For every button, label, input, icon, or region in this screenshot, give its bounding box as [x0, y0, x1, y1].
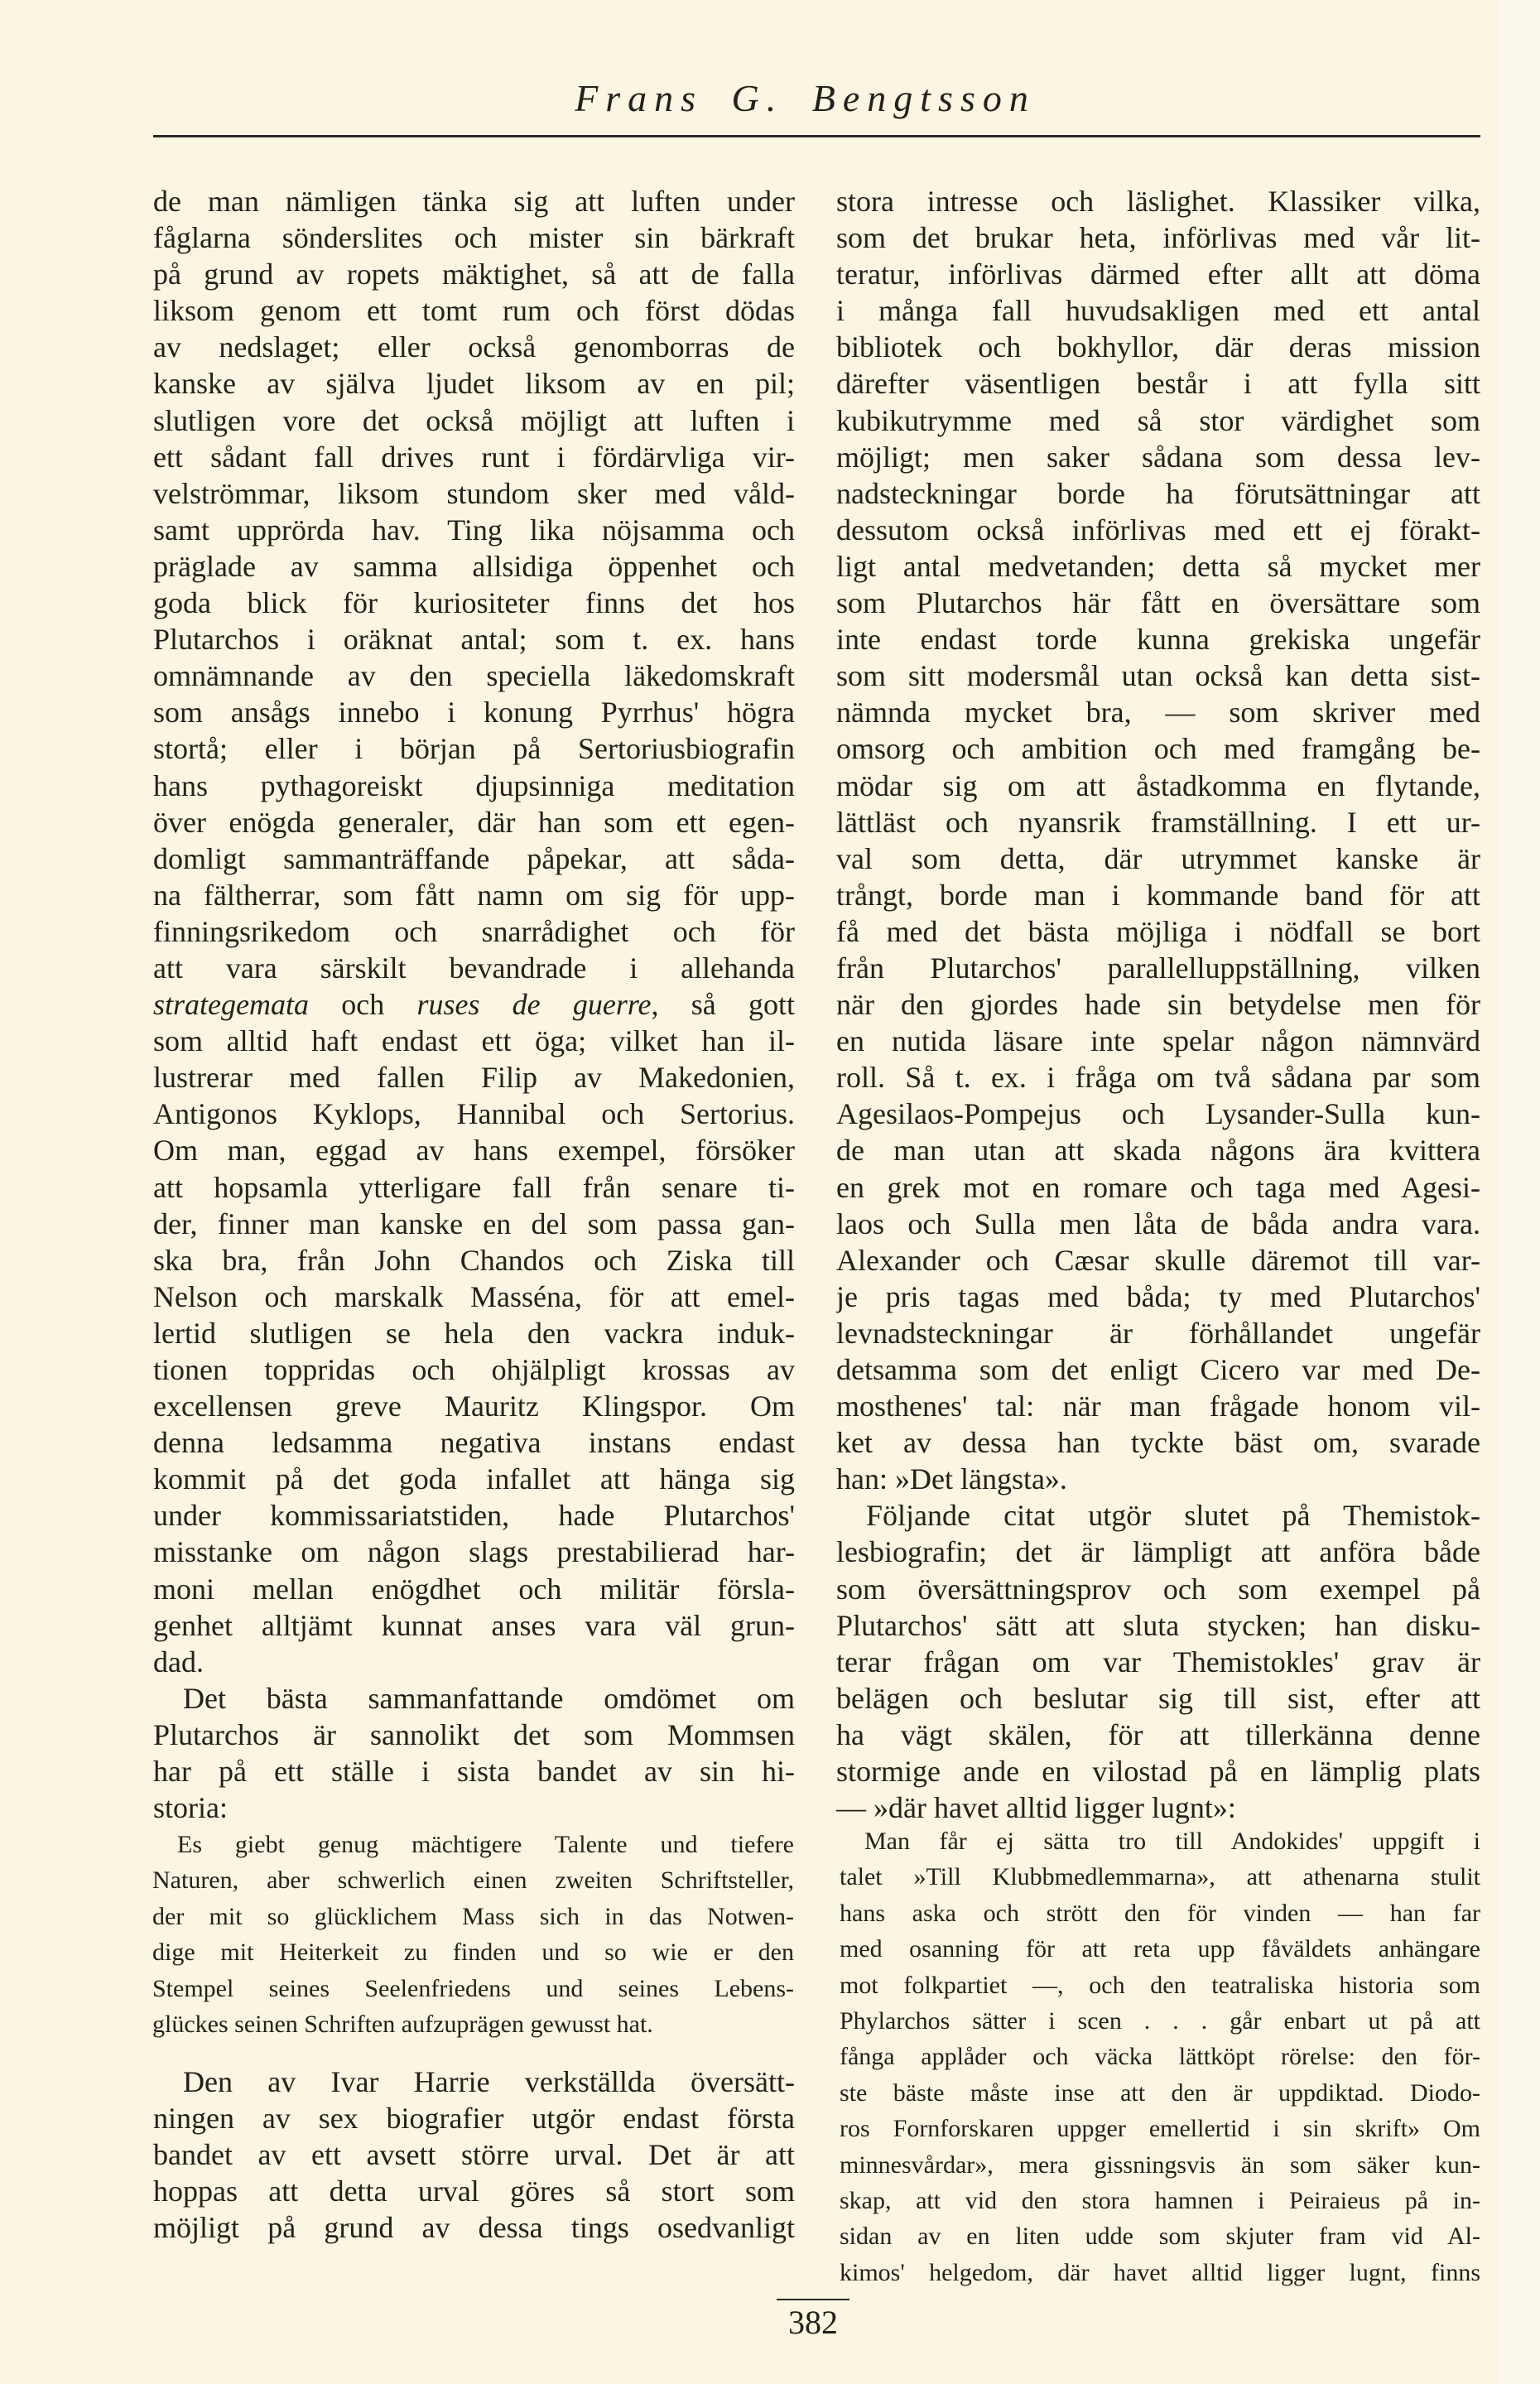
- text-line: Man får ej sätta tro till Andokides' uppgift i: [864, 1828, 1480, 1855]
- themistokles-quote: [840, 1823, 1480, 2290]
- text-line: lertid slutligen se hela den vackra induk-: [153, 1316, 795, 1350]
- text-segment: och: [308, 988, 417, 1022]
- text-line: goda blick för kuriositeter finns det hos: [153, 586, 795, 620]
- text-line: storia:: [153, 1791, 228, 1825]
- text-line: som ansågs innebo i konung Pyrrhus' högra: [153, 696, 795, 730]
- text-line: hans pythagoreiskt djupsinniga meditation: [153, 768, 795, 802]
- text-line: nämnda mycket bra, — som skriver med: [836, 696, 1480, 730]
- text-line: excellensen greve Mauritz Klingspor. Om: [153, 1389, 795, 1423]
- running-head: Frans G. Bengtsson: [575, 77, 1036, 119]
- text-line: stormige ande en vilostad på en lämplig plats: [836, 1755, 1480, 1789]
- left-column-body: [153, 183, 795, 1826]
- text-line: fånga applåder och väcka lättköpt rörelse: den för-: [840, 2043, 1480, 2071]
- text-line: Phylarchos sätter i scen . . . går enbart ut på att: [840, 2006, 1480, 2035]
- text-line: mosthenes' tal: när man frågade honom vil-: [836, 1389, 1480, 1423]
- text-line: [153, 986, 795, 1023]
- text-line: laos och Sulla men låta de båda andra vara.: [836, 1206, 1480, 1240]
- text-line: möjligt på grund av dessa tings osedvanligt: [153, 2211, 795, 2245]
- text-line: lesbiografin; det är lämpligt att anföra både: [836, 1535, 1480, 1569]
- text-line: präglade av samma allsidiga öppenhet och: [153, 549, 795, 583]
- text-line: som sitt modersmål utan också kan detta sist-: [836, 659, 1480, 693]
- text-line: dad.: [153, 1645, 204, 1678]
- text-line: lättläst och nyansrik framställning. I ett ur-: [836, 805, 1480, 839]
- text-line: en nutida läsare inte spelar någon nämnvärd: [836, 1024, 1480, 1058]
- text-line: misstanke om någon slags prestabilierad har-: [153, 1535, 795, 1569]
- text-line: omsorg och ambition och med framgång be-: [836, 732, 1480, 766]
- text-line: Plutarchos är sannolikt det som Mommsen: [153, 1717, 795, 1751]
- text-line: Den av Ivar Harrie verkställda översätt-: [183, 2065, 795, 2098]
- text-line: få med det bästa möjliga i nödfall se bort: [836, 914, 1480, 948]
- text-line: ligt antal medvetanden; detta så mycket mer: [836, 549, 1480, 583]
- text-line: Plutarchos i oräknat antal; som t. ex. hans: [153, 623, 795, 657]
- text-line: Antigonos Kyklops, Hannibal och Sertorius.: [153, 1097, 795, 1131]
- text-line: minnesvårdar», mera gissningsvis än som säker kun-: [840, 2150, 1480, 2179]
- mommsen-quote: [152, 1827, 794, 2042]
- text-line: der mit so glücklichem Mass sich in das Notwen-: [152, 1902, 794, 1930]
- text-line: stortå; eller i början på Sertoriusbiografin: [153, 732, 795, 766]
- text-line: ningen av sex biografier utgör endast första: [153, 2102, 795, 2136]
- text-line: att hopsamla ytterligare fall från senare ti-: [153, 1170, 795, 1204]
- text-line: nadsteckningar borde ha förutsättningar att: [836, 476, 1480, 510]
- text-line: ket av dessa han tyckte bäst om, svarade: [836, 1426, 1480, 1460]
- text-line: sidan av en liten udde som skjuter fram vid Al-: [840, 2223, 1480, 2251]
- text-line: som alltid haft endast ett öga; vilket han il-: [153, 1024, 795, 1058]
- text-line: terar frågan om var Themistokles' grav är: [836, 1645, 1480, 1678]
- text-line: levnadsteckningar är förhållandet ungefär: [836, 1316, 1480, 1350]
- text-line: Stempel seines Seelenfriedens und seines Lebens-: [152, 1974, 794, 2002]
- text-line: med osanning för att reta upp fåväldets anhängare: [840, 1935, 1480, 1963]
- text-line: Det bästa sammanfattande omdömet om: [183, 1681, 795, 1715]
- text-line: mödar sig om att åstadkomma en flytande,: [836, 768, 1480, 802]
- text-line: roll. Så t. ex. i fråga om två sådana par som: [836, 1061, 1480, 1095]
- text-line: möjligt; men saker sådana som dessa lev-: [836, 440, 1480, 474]
- text-line: stora intresse och läslighet. Klassiker vilka,: [836, 185, 1480, 218]
- text-line: fåglarna sönderslites och mister sin bärkraft: [153, 221, 795, 255]
- page-number: 382: [788, 2304, 838, 2341]
- text-line: ros Fornforskaren uppger emellertid i sin skrift» Om: [840, 2115, 1480, 2143]
- text-line: från Plutarchos' parallelluppställning, vilken: [836, 951, 1480, 985]
- text-line: omnämnande av den speciella läkedomskraft: [153, 659, 795, 693]
- text-line: som det brukar heta, införlivas med vår lit-: [836, 221, 1480, 255]
- text-line: när den gjordes hade sin betydelse men för: [836, 988, 1480, 1022]
- text-line: av nedslaget; eller också genomborras de: [153, 330, 795, 364]
- text-line: denna ledsamma negativa instans endast: [153, 1426, 795, 1460]
- text-segment: , så gott: [651, 988, 795, 1022]
- text-line: detsamma som det enligt Cicero var med De-: [836, 1353, 1480, 1386]
- text-line: Om man, eggad av hans exempel, försöker: [153, 1134, 795, 1168]
- text-line: hans aska och strött den för vinden — han far: [840, 1899, 1480, 1927]
- text-line: att vara särskilt bevandrade i allehanda: [153, 951, 795, 985]
- text-line: moni mellan enögdhet och militär förslа-: [153, 1572, 795, 1606]
- text-line: dige mit Heiterkeit zu finden und so wie er den: [152, 1939, 794, 1967]
- page-edge: [1500, 0, 1540, 2384]
- text-line: ett sådant fall drives runt i fördärvliga vir-: [153, 440, 795, 474]
- text-line: en grek mot en romare och taga med Agesi-: [836, 1170, 1480, 1204]
- text-line: Alexander och Cæsar skulle däremot till var-: [836, 1243, 1480, 1277]
- text-line: mot folkpartiet —, och den teatraliska historia som: [840, 1971, 1480, 1999]
- text-line: ha vägt skälen, för att tillerkänna denne: [836, 1717, 1480, 1751]
- text-line: har på ett ställe i sista bandet av sin hi-: [153, 1755, 795, 1789]
- text-line: tionen toppridas och ohjälpligt krossas av: [153, 1353, 795, 1386]
- text-line: inte endast torde kunna grekiska ungefär: [836, 623, 1480, 657]
- italic-phrase: strategemata: [153, 988, 309, 1022]
- text-line: je pris tagas med båda; ty med Plutarchos': [836, 1279, 1480, 1313]
- text-line: talet »Till Klubbmedlemmarna», att athenarna stulit: [840, 1863, 1480, 1891]
- text-line: de man utan att skada någons ära kvittera: [836, 1134, 1480, 1168]
- right-column-body: [836, 183, 1480, 1826]
- text-line: trångt, borde man i kommande band för att: [836, 878, 1480, 912]
- text-line: teratur, införlivas därmed efter allt att döma: [836, 258, 1480, 291]
- text-line: därefter väsentligen består i att fylla sitt: [836, 367, 1480, 401]
- text-line: val som detta, där utrymmet kanske är: [836, 841, 1480, 875]
- text-line: som översättningsprov och som exempel på: [836, 1572, 1480, 1606]
- text-line: kubikutrymme med så stor värdighet som: [836, 403, 1480, 437]
- text-line: som Plutarchos här fått en översättare som: [836, 586, 1480, 620]
- text-line: på grund av ropets mäktighet, så att de falla: [153, 258, 795, 291]
- text-line: skap, att vid den stora hamnen i Peiraieus på in-: [840, 2186, 1480, 2214]
- text-line: velströmmar, liksom stundom sker med våld-: [153, 476, 795, 510]
- text-line: bibliotek och bokhyllor, där deras mission: [836, 330, 1480, 364]
- text-line: kanske av själva ljudet liksom av en pil;: [153, 367, 795, 401]
- header-rule: [153, 135, 1480, 137]
- text-line: der, finner man kanske en del som passa gan-: [153, 1206, 795, 1240]
- italic-phrase: ruses de guerre: [416, 988, 652, 1022]
- text-line: i många fall huvudsakligen med ett antal: [836, 294, 1480, 328]
- left-column-paragraph: [153, 2064, 795, 2246]
- text-line: slutligen vore det också möjligt att luften i: [153, 403, 795, 437]
- text-line: finningsrikedom och snarrådighet och för: [153, 914, 795, 948]
- text-line: kimos' helgedom, där havet alltid ligger lugnt, finns: [840, 2258, 1480, 2286]
- text-line: de man nämligen tänka sig att luften under: [153, 185, 795, 218]
- text-line: na fältherrar, som fått namn om sig för upp-: [153, 878, 795, 912]
- text-line: Plutarchos' sätt att sluta stycken; han disku-: [836, 1608, 1480, 1642]
- text-line: Följande citat utgör slutet på Themistok-: [866, 1499, 1480, 1533]
- text-line: liksom genom ett tomt rum och först dödas: [153, 294, 795, 328]
- text-line: domligt sammanträffande påpekar, att såda-: [153, 841, 795, 875]
- text-line: han: »Det längsta».: [836, 1462, 1067, 1496]
- text-line: ska bra, från John Chandos och Ziska till: [153, 1243, 795, 1277]
- text-line: dessutom också införlivas med ett ej förakt-: [836, 513, 1480, 547]
- text-line: — »där havet alltid ligger lugnt»:: [836, 1791, 1236, 1825]
- text-line: Nelson och marskalk Masséna, för att emel-: [153, 1279, 795, 1313]
- text-line: lustrerar med fallen Filip av Makedonien,: [153, 1061, 795, 1095]
- text-line: Agesilaos-Pompejus och Lysander-Sulla kun-: [836, 1097, 1480, 1131]
- text-line: hoppas att detta urval göres så stort som: [153, 2174, 795, 2208]
- text-line: över enögda generaler, där han som ett egen-: [153, 805, 795, 839]
- text-line: under kommissariatstiden, hade Plutarchos': [153, 1499, 795, 1533]
- text-line: ste bäste måste inse att den är uppdiktad. Diodo-: [840, 2078, 1480, 2107]
- text-line: kommit på det goda infallet att hänga sig: [153, 1462, 795, 1496]
- text-line: samt upprörda hav. Ting lika nöjsamma och: [153, 513, 795, 547]
- text-line: Es giebt genug mächtigere Talente und tiefere: [177, 1831, 794, 1858]
- text-line: genhet alltjämt kunnat anses vara väl grun-: [153, 1608, 795, 1642]
- page-number-rule: [777, 2299, 849, 2300]
- text-line: bandet av ett avsett större urval. Det är att: [153, 2138, 795, 2172]
- text-line: belägen och beslutar sig till sist, efter att: [836, 1681, 1480, 1715]
- text-line: Naturen, aber schwerlich einen zweiten Schriftsteller,: [152, 1866, 794, 1895]
- text-line: glückes seinen Schriften aufzuprägen gewusst hat.: [152, 2010, 653, 2038]
